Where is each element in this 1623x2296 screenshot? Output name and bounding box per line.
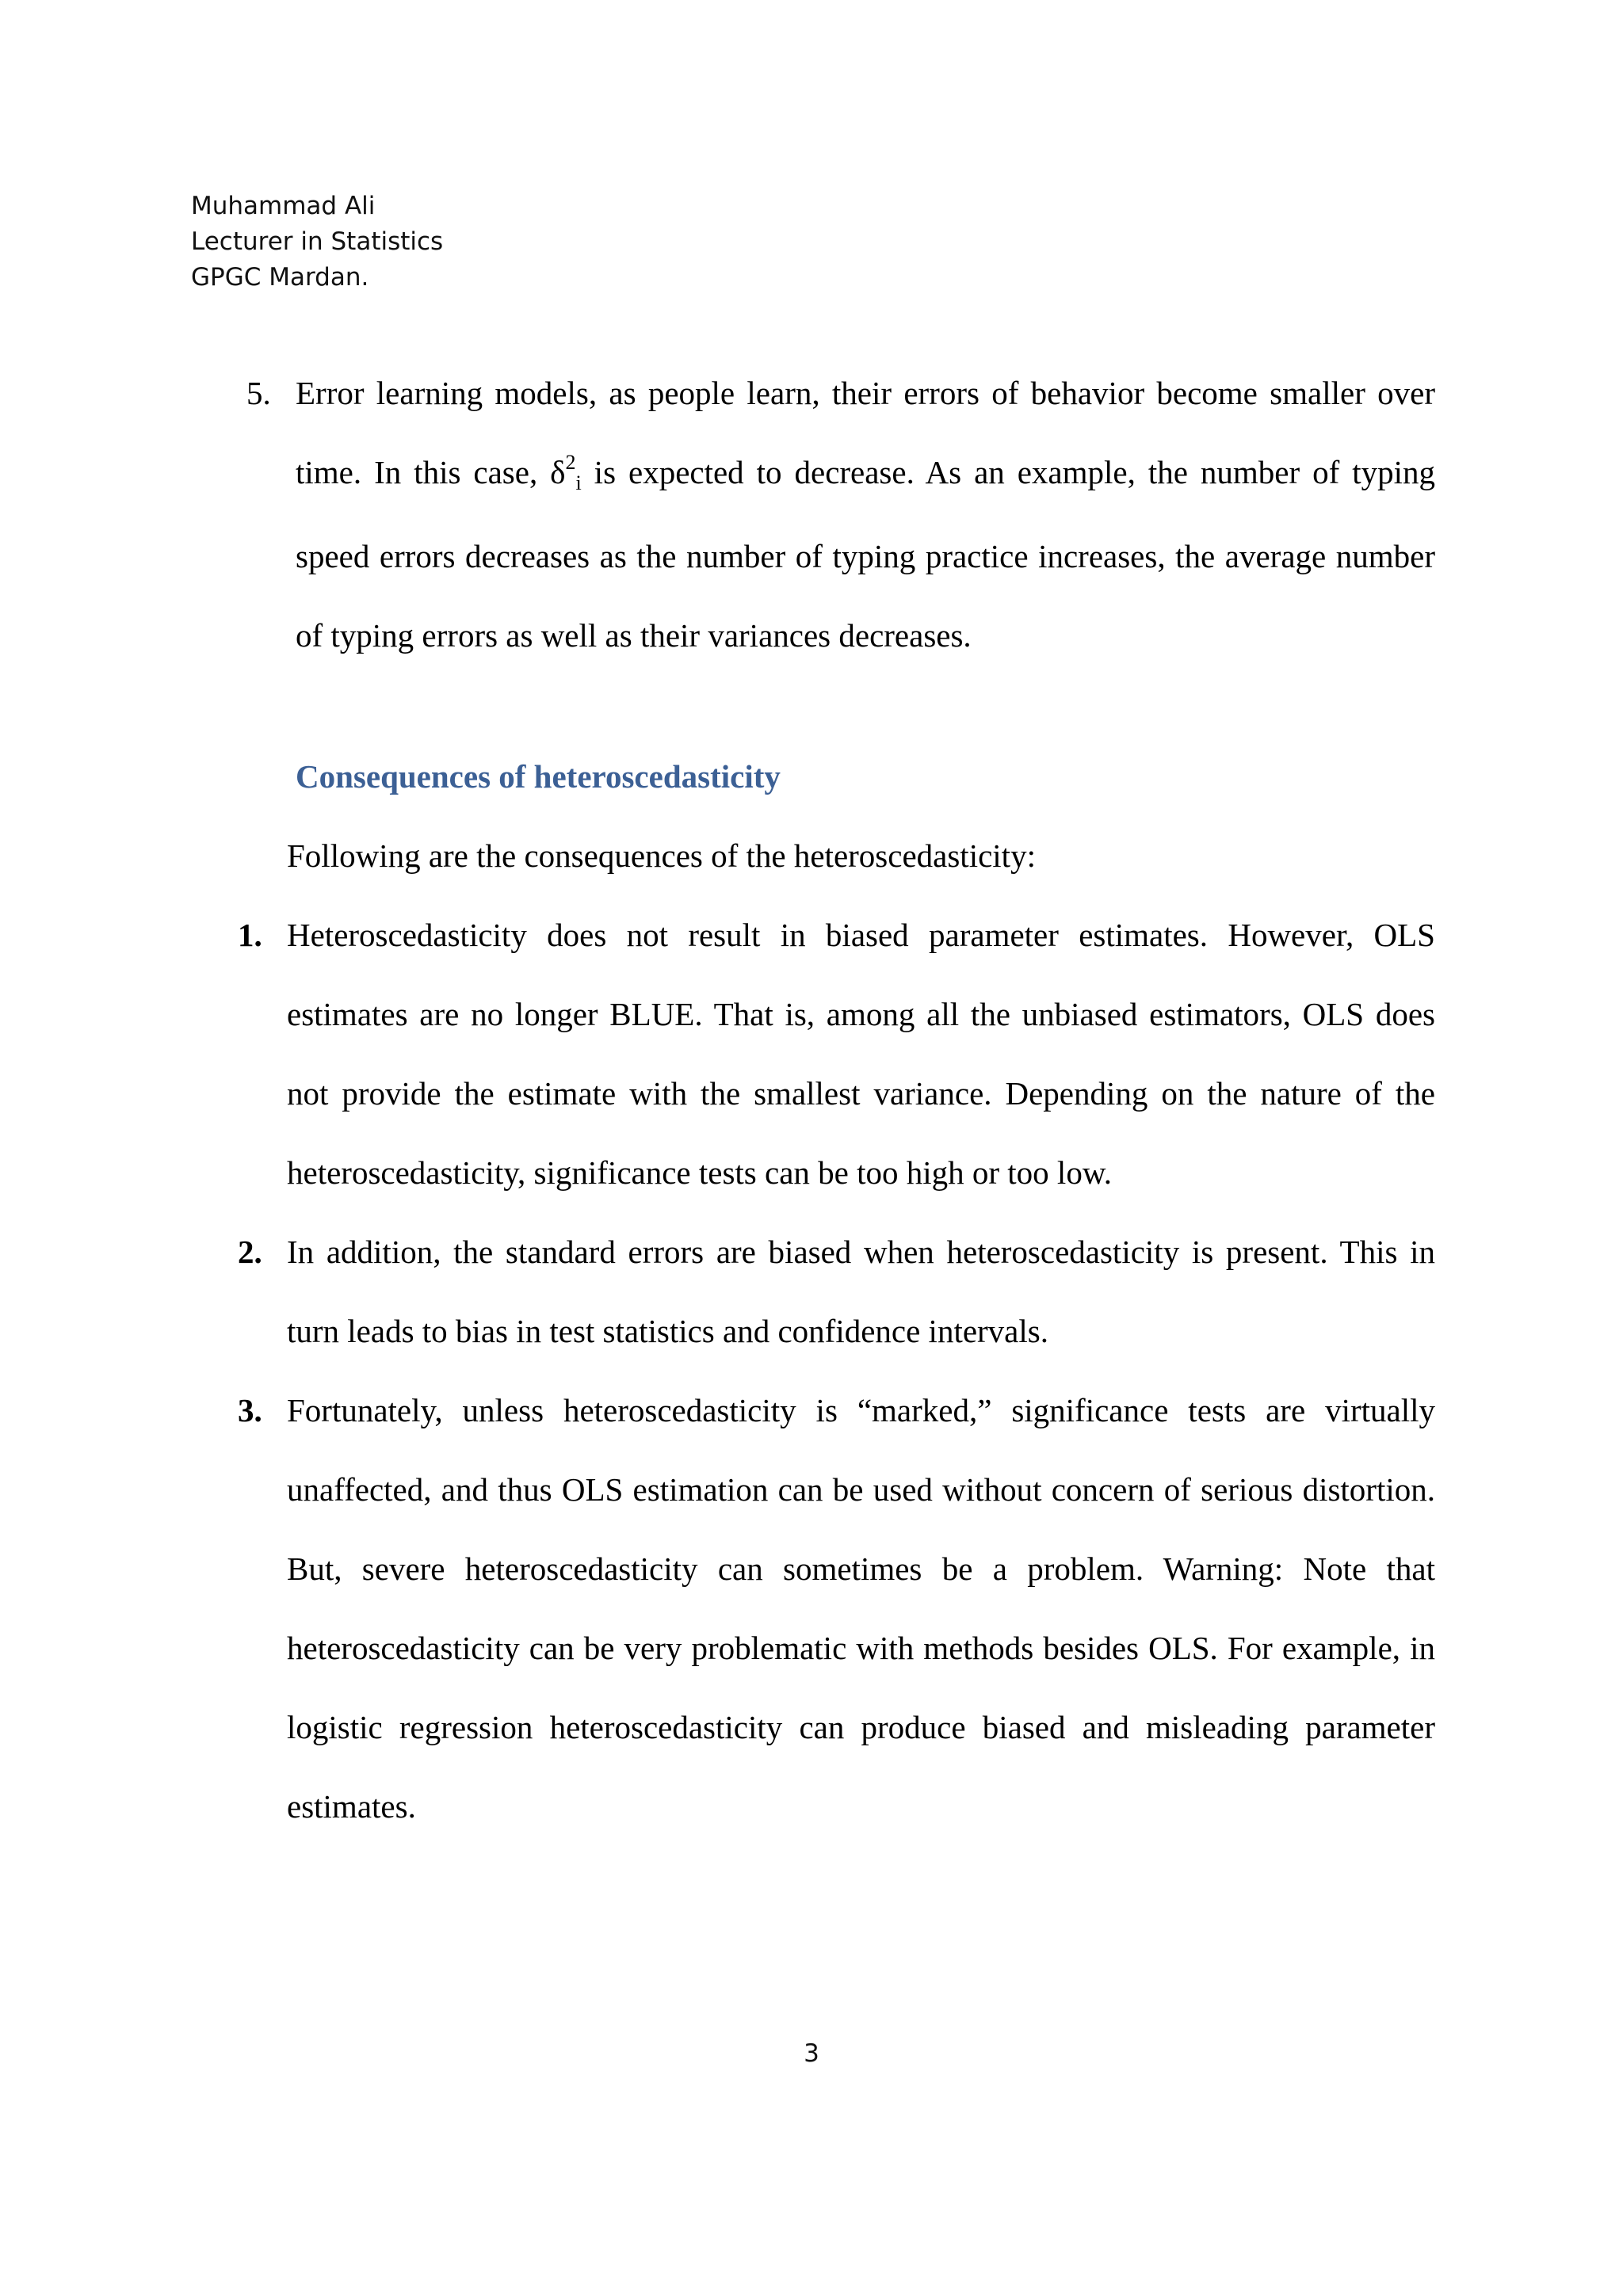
author-name: Muhammad Ali [191,192,376,220]
section-intro: Following are the consequences of the heteroscedasticity: [287,837,1036,874]
author-header [191,189,443,296]
consequence-3-text: Fortunately, unless heteroscedasticity is “marked,” significance tests are virtually unaffected, and thus OLS estimation can be used without concern of serious distortion. But, severe heteroscedasticity can sometimes be a problem. Warning: Note that heteroscedasticity can be very problematic with methods besides OLS. For example, in logistic regression heteroscedasticity can produce biased and misleading parameter estimates. [287,1392,1435,1825]
item-5-paragraph [296,353,1435,675]
author-title: Lecturer in Statistics [191,227,444,256]
consequence-1-number: 1. [238,917,262,953]
consequence-3-number: 3. [238,1392,262,1428]
consequence-1-text: Heteroscedasticity does not result in biased parameter estimates. However, OLS estimates are no longer BLUE. That is, among all the unbiased estimators, OLS does not provide the estimate with the smallest variance. Depending on the nature of the heteroscedasticity, significance tests can be too high or too low. [287,917,1435,1191]
author-institution: GPGC Mardan. [191,263,369,292]
item-5-text-before: Error learning models, as people learn, their errors of behavior become smaller over time. In this case, δ [296,375,1435,490]
item-5-text-after: is expected to decrease. As an example, the number of typing speed errors decreases as the number of typing practice increases, the average number of typing errors as well as their variances decreases. [296,454,1435,654]
consequence-2-number: 2. [238,1234,262,1270]
delta-superscript: 2 [565,451,576,474]
consequence-2-text: In addition, the standard errors are biased when heteroscedasticity is present. This in turn leads to bias in test statistics and confidence intervals. [287,1234,1435,1349]
section-heading: Consequences of heteroscedasticity [296,758,781,795]
delta-subscript: i [575,471,582,494]
page-number: 3 [804,2039,819,2068]
item-5-number: 5. [246,375,271,411]
